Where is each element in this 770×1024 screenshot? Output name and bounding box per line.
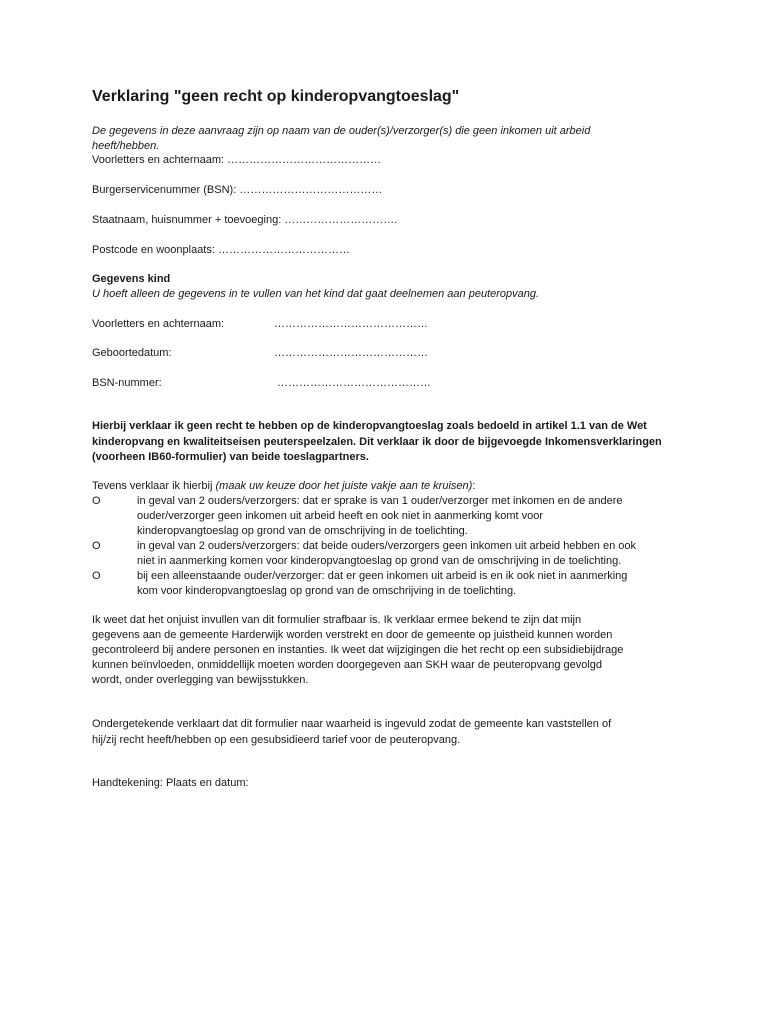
tevens-instruction: (maak uw keuze door het juiste vakje aan te kruisen) (215, 480, 473, 492)
child-birthdate-label: Geboortedatum: (92, 347, 172, 359)
declaration-line-1: Hierbij verklaar ik geen recht te hebben op de kinderopvangtoeslag zoals bedoeld in artikel 1.1 van de Wet (92, 420, 647, 432)
option-3-line-2: kom voor kinderopvangtoeslag op grond van de omschrijving in de toelichting. (137, 585, 517, 597)
option-1-line-2: ouder/verzorger geen inkomen uit arbeid heeft en ook niet in aanmerking komt voor (137, 510, 544, 522)
declaration-line-3: (voorheen IB60-formulier) van beide toeslagpartners. (92, 451, 369, 463)
tevens-line (92, 479, 475, 494)
knowledge-line-3: gecontroleerd bij andere personen en instanties. Ik weet dat wijzigingen die het recht op een subsidiebijdrage (92, 644, 624, 656)
page-title: Verklaring "geen recht op kinderopvangtoeslag" (92, 88, 460, 105)
knowledge-line-1: Ik weet dat het onjuist invullen van dit formulier strafbaar is. Ik verklaar ermee bekend te zijn dat mijn (92, 614, 582, 626)
intro-line-1: De gegevens in deze aanvraag zijn op naam van de ouder(s)/verzorger(s) die geen inkomen uit arbeid (92, 125, 591, 137)
option-3-checkbox[interactable]: O (92, 570, 101, 582)
option-2-line-2: niet in aanmerking komen voor kinderopvangtoeslag op grond van de omschrijving in de toelichting. (137, 555, 622, 567)
option-1-checkbox[interactable]: O (92, 495, 101, 507)
child-section-note: U hoeft alleen de gegevens in te vullen van het kind dat gaat deelnemen aan peuteropvang. (92, 288, 540, 300)
child-bsn-field[interactable]: …………………………………… (277, 377, 431, 389)
signed-line-2: hij/zij recht heeft/hebben op een gesubsidieerd tarief voor de peuteropvang. (92, 734, 461, 746)
option-1-line-1: in geval van 2 ouders/verzorgers: dat er sprake is van 1 ouder/verzorger met inkomen en de andere (137, 495, 623, 507)
child-bsn-label: BSN-nummer: (92, 377, 162, 389)
child-name-label: Voorletters en achternaam: (92, 318, 225, 330)
child-section-heading: Gegevens kind (92, 273, 171, 285)
parent-postcode-field[interactable]: Postcode en woonplaats: ……………………………… (92, 244, 350, 256)
option-3-line-1: bij een alleenstaande ouder/verzorger: dat er geen inkomen uit arbeid is en ik ook niet in aanmerking (137, 570, 628, 582)
signed-line-1: Ondergetekende verklaart dat dit formulier naar waarheid is ingevuld zodat de gemeente kan vaststellen of (92, 718, 612, 730)
option-1-line-3: kinderopvangtoeslag op grond van de omschrijving in de toelichting. (137, 525, 468, 537)
tevens-suffix: : (472, 480, 476, 492)
knowledge-line-5: wordt, onder overlegging van bewijsstukken. (92, 674, 309, 686)
parent-name-field[interactable]: Voorletters en achternaam: …………………………………… (92, 154, 382, 166)
intro-line-2: heeft/hebben. (92, 140, 160, 152)
signature-label: Handtekening: Plaats en datum: (92, 777, 249, 789)
knowledge-line-4: kunnen beïnvloeden, onmiddellijk moeten worden doorgegeven aan SKH waar de peuteropvang gevolgd (92, 659, 603, 671)
option-2-checkbox[interactable]: O (92, 540, 101, 552)
declaration-line-2: kinderopvang en kwaliteitseisen peuterspeelzalen. Dit verklaar ik door de bijgevoegde Inkomensverklaringen (92, 436, 662, 448)
child-birthdate-field[interactable]: …………………………………… (274, 347, 428, 359)
parent-bsn-field[interactable]: Burgerservicenummer (BSN): ………………………………… (92, 184, 383, 196)
parent-address-field[interactable]: Staatnaam, huisnummer + toevoeging: …………………………. (92, 214, 398, 226)
option-2-line-1: in geval van 2 ouders/verzorgers: dat beide ouders/verzorgers geen inkomen uit arbeid hebben en ook (137, 540, 636, 552)
tevens-prefix: Tevens verklaar ik hierbij (92, 480, 216, 492)
child-name-field[interactable]: …………………………………… (274, 318, 428, 330)
knowledge-line-2: gegevens aan de gemeente Harderwijk worden verstrekt en door de gemeente op juistheid kunnen worden (92, 629, 613, 641)
